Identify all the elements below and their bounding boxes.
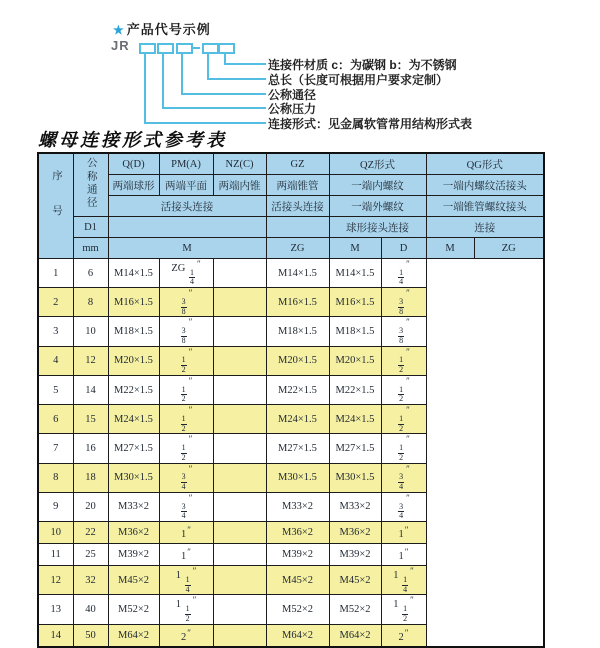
cell-qg-m: M64×2 — [329, 624, 381, 647]
cell-qz-d: M52×2 — [266, 595, 329, 624]
header-pm-desc: 两端平面 — [159, 175, 213, 196]
cell-qg-zg: $\frac{1}{2}$ ″ — [381, 434, 426, 463]
cell-qg-m: M39×2 — [329, 544, 381, 566]
cell-gz: $\frac{1}{2}$ ″ — [159, 405, 213, 434]
cell-seq: 1 — [38, 259, 73, 288]
diagram-label-pressure: 公称压力 — [268, 102, 317, 116]
cell-qg-zg: 1 $\frac{1}{4}$ ″ — [381, 566, 426, 595]
cell-qg-zg: $\frac{3}{4}$ ″ — [381, 492, 426, 521]
cell-dn: 16 — [73, 434, 108, 463]
reference-table — [37, 152, 545, 648]
header-blank-left — [108, 217, 266, 238]
cell-qg-m: M20×1.5 — [329, 346, 381, 375]
table-row — [38, 259, 544, 288]
cell-dn: 8 — [73, 288, 108, 317]
cell-qz-d: M24×1.5 — [266, 405, 329, 434]
cell-dn: 15 — [73, 405, 108, 434]
cell-m: M27×1.5 — [108, 434, 159, 463]
cell-qg-m: M18×1.5 — [329, 317, 381, 346]
cell-qz-d: M64×2 — [266, 624, 329, 647]
header-col-pm: PM(A) — [159, 153, 213, 175]
table-row — [38, 317, 544, 346]
header-qg-desc1: 一端内螺纹活接头 — [426, 175, 544, 196]
cell-qz-m — [213, 434, 266, 463]
header-seq-label: 序号 — [51, 169, 62, 240]
header-blank-gz — [266, 217, 329, 238]
cell-dn: 12 — [73, 346, 108, 375]
cell-dn: 6 — [73, 259, 108, 288]
cell-seq: 11 — [38, 544, 73, 566]
cell-seq: 8 — [38, 463, 73, 492]
cell-gz: $\frac{3}{4}$ ″ — [159, 492, 213, 521]
cell-dn: 50 — [73, 624, 108, 647]
cell-seq: 2 — [38, 288, 73, 317]
cell-dn: 22 — [73, 522, 108, 544]
table-row — [38, 288, 544, 317]
cell-gz: 1″ — [159, 544, 213, 566]
cell-m: M64×2 — [108, 624, 159, 647]
cell-gz: 1″ — [159, 522, 213, 544]
cell-m: M16×1.5 — [108, 288, 159, 317]
cell-qg-zg: 1″ — [381, 544, 426, 566]
cell-qg-m: M45×2 — [329, 566, 381, 595]
cell-gz: $\frac{3}{4}$ ″ — [159, 463, 213, 492]
cell-qz-d: M16×1.5 — [266, 288, 329, 317]
header-col-q: Q(D) — [108, 153, 159, 175]
cell-gz: 1 $\frac{1}{4}$ ″ — [159, 566, 213, 595]
diagram-label-form: 连接形式：见金属软管常用结构形式表 — [268, 117, 473, 131]
cell-m: M45×2 — [108, 566, 159, 595]
header-qz-desc1: 一端内螺纹 — [329, 175, 426, 196]
cell-qz-d: M39×2 — [266, 544, 329, 566]
cell-m: M52×2 — [108, 595, 159, 624]
table-row — [38, 434, 544, 463]
cell-dn: 10 — [73, 317, 108, 346]
table-row — [38, 405, 544, 434]
header-left-connection: 活接头连接 — [108, 196, 266, 217]
table-title: 螺母连接形式参考表 — [38, 130, 227, 150]
header-qz-desc2: 一端外螺纹 — [329, 196, 426, 217]
table-row — [38, 544, 544, 566]
diagram-title-text: 产品代号示例 — [126, 22, 211, 37]
header-col-qz: QZ形式 — [329, 153, 426, 175]
cell-qz-d: M33×2 — [266, 492, 329, 521]
header-mm: mm — [73, 238, 108, 259]
cell-m: M33×2 — [108, 492, 159, 521]
cell-qz-m — [213, 522, 266, 544]
table-row — [38, 624, 544, 647]
table-row — [38, 522, 544, 544]
cell-qg-m: M27×1.5 — [329, 434, 381, 463]
cell-m: M36×2 — [108, 522, 159, 544]
diagram-label-dn: 公称通径 — [268, 88, 317, 102]
cell-gz: $\frac{1}{2}$ ″ — [159, 375, 213, 404]
header-qg-zg: ZG — [474, 238, 544, 259]
cell-dn: 18 — [73, 463, 108, 492]
cell-qg-m: M14×1.5 — [329, 259, 381, 288]
connector-line-5 — [144, 52, 266, 124]
cell-gz: ZG $\frac{1}{4}$ ″ — [159, 259, 213, 288]
header-qz-connection: 球形接头连接 — [329, 217, 426, 238]
cell-gz: $\frac{3}{8}$ ″ — [159, 288, 213, 317]
cell-m: M24×1.5 — [108, 405, 159, 434]
cell-qz-m — [213, 544, 266, 566]
cell-seq: 13 — [38, 595, 73, 624]
cell-gz: 1 $\frac{1}{2}$ ″ — [159, 595, 213, 624]
header-qg-m: M — [426, 238, 474, 259]
cell-qg-m: M16×1.5 — [329, 288, 381, 317]
cell-qg-m: M36×2 — [329, 522, 381, 544]
cell-seq: 4 — [38, 346, 73, 375]
cell-qg-zg: $\frac{1}{2}$ ″ — [381, 375, 426, 404]
diagram-label-material: 连接件材质 c：为碳钢 b：为不锈钢 — [268, 58, 457, 72]
cell-seq: 10 — [38, 522, 73, 544]
cell-qg-zg: 1″ — [381, 522, 426, 544]
cell-qg-zg: 1 $\frac{1}{2}$ ″ — [381, 595, 426, 624]
header-seq — [38, 153, 73, 259]
header-qz-m: M — [329, 238, 381, 259]
cell-dn: 40 — [73, 595, 108, 624]
header-dn-label: 公称通径 — [85, 157, 97, 210]
table-body — [38, 259, 544, 647]
cell-qz-m — [213, 375, 266, 404]
header-col-gz: GZ — [266, 153, 329, 175]
header-zg: ZG — [266, 238, 329, 259]
header-col-nz: NZ(C) — [213, 153, 266, 175]
cell-qg-m: M24×1.5 — [329, 405, 381, 434]
cell-seq: 3 — [38, 317, 73, 346]
cell-m: M39×2 — [108, 544, 159, 566]
cell-qg-m: M30×1.5 — [329, 463, 381, 492]
cell-qg-zg: $\frac{1}{2}$ ″ — [381, 405, 426, 434]
cell-gz: $\frac{1}{2}$ ″ — [159, 346, 213, 375]
table-row — [38, 492, 544, 521]
table-row — [38, 375, 544, 404]
table-row — [38, 463, 544, 492]
header-q-desc: 两端球形 — [108, 175, 159, 196]
cell-m: M14×1.5 — [108, 259, 159, 288]
cell-qg-m: M33×2 — [329, 492, 381, 521]
star-icon: ★ — [113, 23, 125, 37]
header-nz-desc: 两端内锥 — [213, 175, 266, 196]
cell-qg-m: M22×1.5 — [329, 375, 381, 404]
cell-seq: 12 — [38, 566, 73, 595]
cell-qz-d: M14×1.5 — [266, 259, 329, 288]
cell-m: M20×1.5 — [108, 346, 159, 375]
cell-qz-m — [213, 317, 266, 346]
cell-m: M18×1.5 — [108, 317, 159, 346]
header-dn — [73, 153, 108, 217]
product-code-diagram — [0, 0, 600, 131]
cell-qz-m — [213, 595, 266, 624]
header-qg-connection: 连接 — [426, 217, 544, 238]
cell-qz-d: M22×1.5 — [266, 375, 329, 404]
cell-qg-zg: $\frac{1}{2}$ ″ — [381, 346, 426, 375]
header-qg-desc2: 一端锥管螺纹接头 — [426, 196, 544, 217]
cell-gz: $\frac{3}{8}$ ″ — [159, 317, 213, 346]
cell-seq: 9 — [38, 492, 73, 521]
cell-qz-d: M45×2 — [266, 566, 329, 595]
cell-gz: 2″ — [159, 624, 213, 647]
table-row — [38, 566, 544, 595]
header-qz-d: D — [381, 238, 426, 259]
table-row — [38, 346, 544, 375]
cell-qz-d: M36×2 — [266, 522, 329, 544]
cell-seq: 5 — [38, 375, 73, 404]
cell-gz: $\frac{1}{2}$ ″ — [159, 434, 213, 463]
cell-qg-m: M52×2 — [329, 595, 381, 624]
cell-dn: 14 — [73, 375, 108, 404]
diagram-label-length: 总长（长度可根据用户要求定制） — [268, 73, 449, 87]
cell-dn: 20 — [73, 492, 108, 521]
cell-qz-d: M30×1.5 — [266, 463, 329, 492]
product-code-prefix: JR — [111, 38, 130, 53]
header-m: M — [108, 238, 266, 259]
table-row — [38, 595, 544, 624]
header-d1: D1 — [73, 217, 108, 238]
cell-qz-m — [213, 492, 266, 521]
cell-qg-zg: $\frac{3}{4}$ ″ — [381, 463, 426, 492]
cell-seq: 6 — [38, 405, 73, 434]
cell-seq: 14 — [38, 624, 73, 647]
cell-qz-d: M18×1.5 — [266, 317, 329, 346]
cell-qz-m — [213, 259, 266, 288]
cell-dn: 32 — [73, 566, 108, 595]
header-gz-desc: 两端锥管 — [266, 175, 329, 196]
cell-qz-m — [213, 405, 266, 434]
cell-qz-m — [213, 463, 266, 492]
cell-qz-m — [213, 624, 266, 647]
cell-qg-zg: 2″ — [381, 624, 426, 647]
cell-dn: 25 — [73, 544, 108, 566]
code-dash — [191, 47, 200, 49]
diagram-title — [113, 19, 211, 38]
table-header — [38, 153, 544, 259]
header-gz-connection: 活接头连接 — [266, 196, 329, 217]
header-col-qg: QG形式 — [426, 153, 544, 175]
cell-qz-d: M27×1.5 — [266, 434, 329, 463]
cell-qg-zg: $\frac{3}{8}$ ″ — [381, 317, 426, 346]
cell-m: M30×1.5 — [108, 463, 159, 492]
cell-m: M22×1.5 — [108, 375, 159, 404]
cell-seq: 7 — [38, 434, 73, 463]
cell-qg-zg: $\frac{1}{4}$ ″ — [381, 259, 426, 288]
cell-qg-zg: $\frac{3}{8}$ ″ — [381, 288, 426, 317]
cell-qz-d: M20×1.5 — [266, 346, 329, 375]
cell-qz-m — [213, 346, 266, 375]
cell-qz-m — [213, 288, 266, 317]
cell-qz-m — [213, 566, 266, 595]
